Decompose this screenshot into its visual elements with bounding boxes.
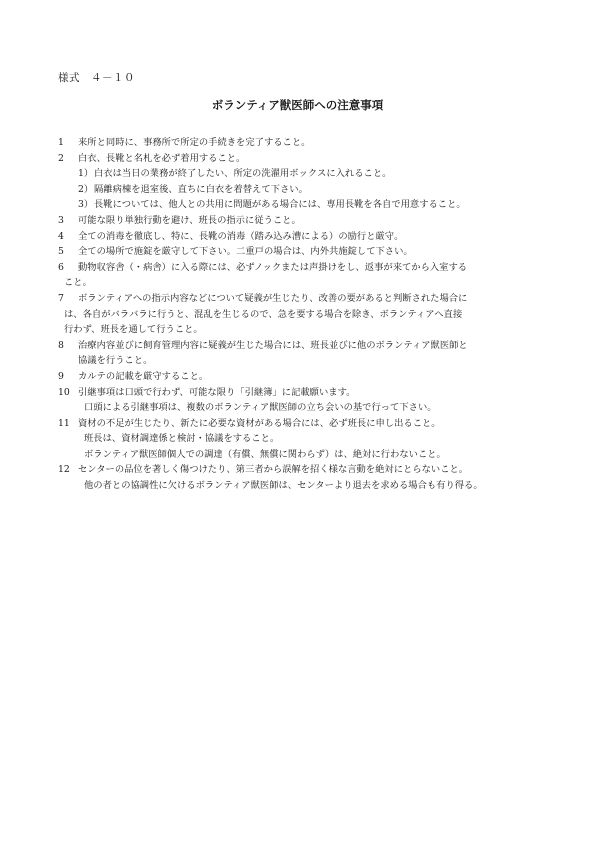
item-text: 白衣、長靴と名札を必ず着用すること。 (78, 152, 246, 164)
list-item (58, 447, 548, 463)
item-text: 白衣は当日の業務が終了したい、所定の洗濯用ボックスに入れること。 (94, 168, 392, 180)
list-item (58, 400, 548, 416)
item-number: 9 (58, 370, 64, 382)
form-number-label: 様式 ４－１０ (58, 72, 135, 84)
item-text: 資材の不足が生じたり、新たに必要な資材がある場合には、必ず班長に申し出ること。 (78, 417, 441, 429)
item-text: 協議を行うこと。 (78, 355, 153, 367)
list-item (58, 197, 548, 213)
list-item (58, 385, 548, 401)
list-item (58, 244, 548, 260)
item-number: 4 (58, 230, 64, 242)
sub-item-number: 1） (78, 168, 94, 180)
list-item (58, 151, 548, 167)
list-item (58, 291, 548, 307)
item-text: 隔離病棟を退室後、直ちに白衣を着替えて下さい。 (94, 183, 308, 195)
list-item (58, 229, 548, 245)
item-text: 班長は、資材調達係と検討・協議をすること。 (84, 433, 280, 445)
list-item (58, 213, 548, 229)
list-item (58, 260, 548, 276)
list-item (58, 462, 548, 478)
item-text: 口頭による引継事項は、複数のボランティア獣医師の立ち会いの基で行って下さい。 (84, 402, 437, 414)
item-text: は、各自がバラバラに行うと、混乱を生じるので、急を要する場合を除き、ボランティアへ直接 (64, 308, 463, 320)
item-text: 他の者との協調性に欠けるボランティア獣医師は、センターより退去を求める場合も有り得る。 (84, 480, 483, 492)
item-number: 11 (58, 417, 70, 429)
item-text: ボランティアへの指示内容などについて疑義が生じたり、改善の要があると判断された場合に (78, 292, 468, 304)
rules-list (58, 135, 548, 494)
item-number: 6 (58, 261, 64, 273)
item-text: 来所と同時に、事務所で所定の手続きを完了すること。 (78, 137, 311, 148)
list-item (58, 307, 548, 323)
item-text: カルテの記載を厳守すること。 (78, 370, 209, 382)
list-item (58, 431, 548, 447)
item-number: 7 (58, 292, 64, 304)
item-number: 1 (58, 137, 64, 148)
list-item (58, 275, 548, 291)
item-number: 3 (58, 214, 64, 226)
list-item (58, 322, 548, 338)
list-item (58, 338, 548, 354)
list-item (58, 416, 548, 432)
item-number: 5 (58, 246, 64, 258)
list-item (58, 353, 548, 369)
list-item (58, 135, 548, 151)
item-number: 8 (58, 339, 64, 351)
list-item (58, 369, 548, 385)
item-text: 引継事項は口頭で行わず、可能な限り「引継簿」に記載願います。 (78, 386, 356, 398)
item-number: 12 (58, 464, 70, 476)
item-text: 治療内容並びに飼育管理内容に疑義が生じた場合には、班長並びに他のボランティア獣医師と (78, 339, 468, 351)
sub-item-number: 3） (78, 199, 94, 211)
item-text: 全ての場所で施錠を厳守して下さい。二重戸の場合は、内外共施錠して下さい。 (78, 246, 413, 258)
page-title: ボランティア獣医師への注意事項 (211, 98, 384, 112)
item-text: ボランティア獣医師個人での調達（有償、無償に関わらず）は、絶対に行わないこと。 (84, 448, 446, 460)
list-item (58, 182, 548, 198)
item-text: 動物収容舎（・病舎）に入る際には、必ずノックまたは声掛けをし、返事が来てから入室する (78, 261, 468, 273)
sub-item-number: 2） (78, 183, 94, 195)
item-text: センターの品位を著しく傷つけたり、第三者から誤解を招く様な言動を絶対にとらないこと。 (78, 464, 469, 476)
item-text: こと。 (64, 277, 92, 289)
item-text: 長靴については、他人との共用に問題がある場合には、専用長靴を各自で用意すること。 (94, 199, 466, 211)
item-number: 10 (58, 386, 70, 398)
item-text: 可能な限り単独行動を避け、班長の指示に従うこと。 (78, 214, 301, 226)
item-text: 行わず、班長を通して行うこと。 (64, 324, 203, 336)
list-item (58, 166, 548, 182)
item-text: 全ての消毒を徹底し、特に、長靴の消毒（踏み込み漕による）の励行と厳守。 (78, 230, 404, 242)
item-number: 2 (58, 152, 64, 164)
list-item (58, 478, 548, 494)
